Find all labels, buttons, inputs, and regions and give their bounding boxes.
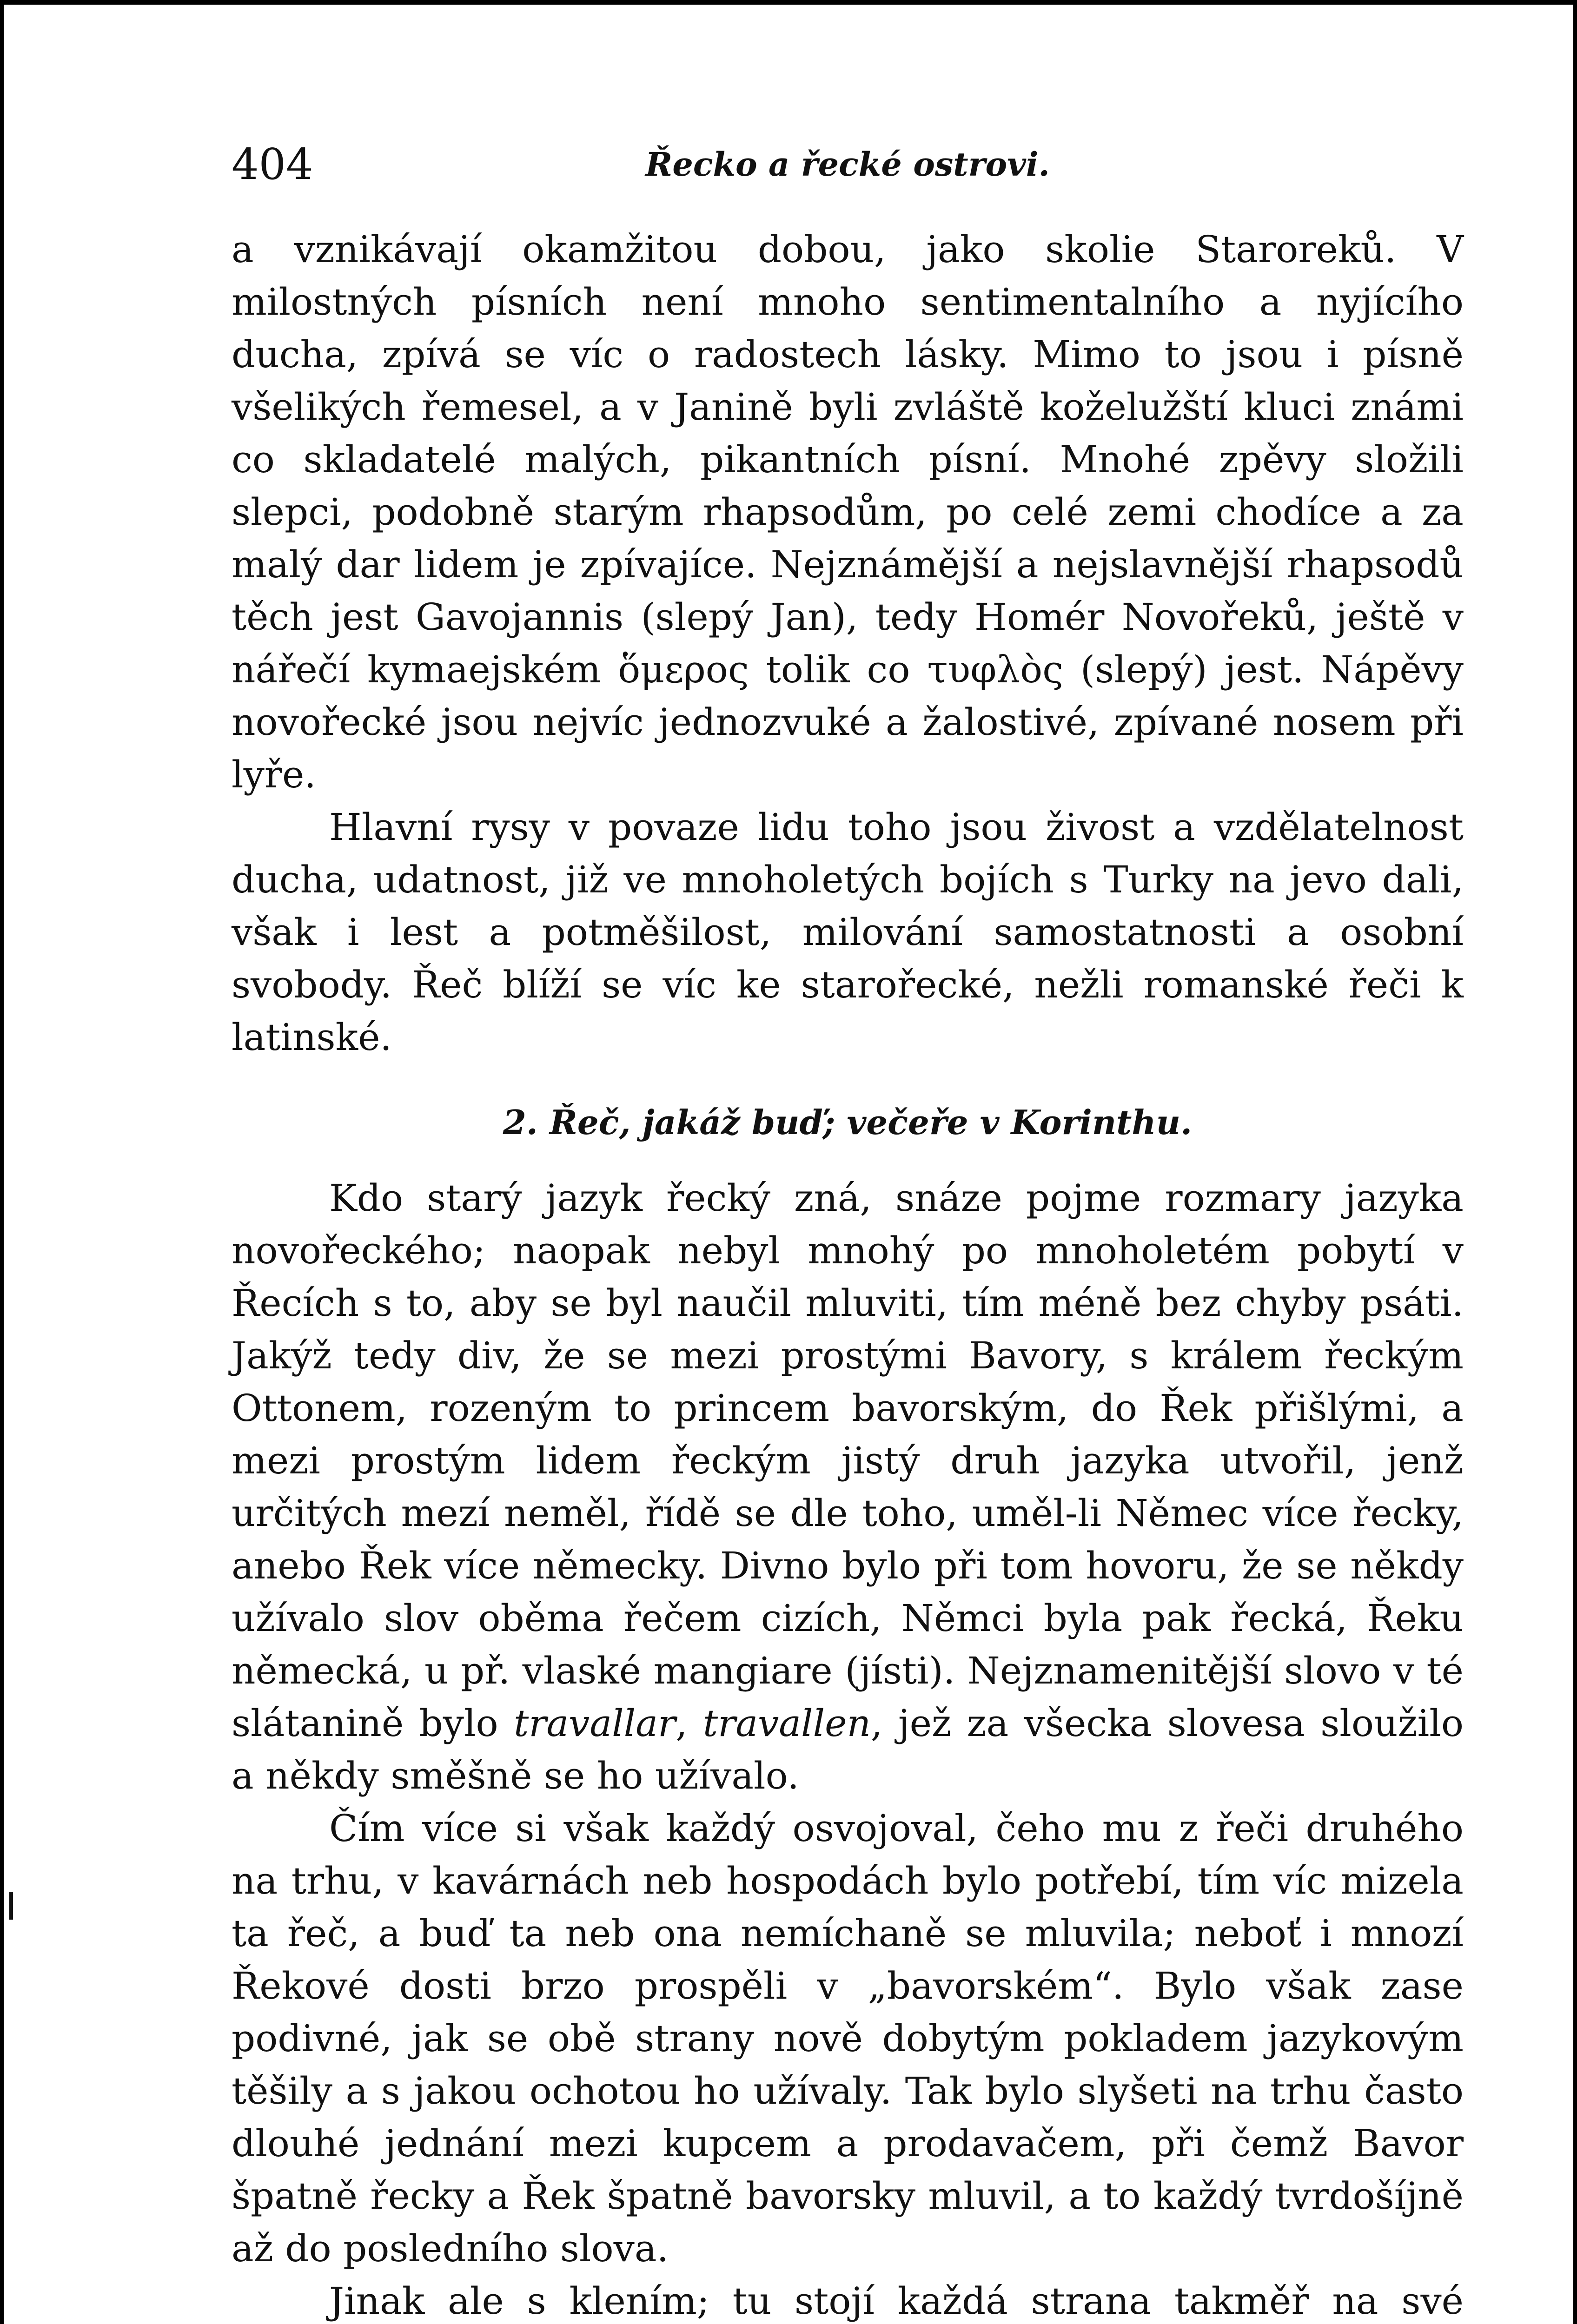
paragraph-language-text: Kdo starý jazyk řecký zná, snáze pojme rozmary jazyka novořeckého; naopak nebyl mnohý po mnoholetém pobytí v Řecích s to, aby se byl naučil mluviti, tím méně bez chyby psáti. Jakýž tedy div, že se mezi prostými Bavory, s králem řeckým Ottonem, rozeným to princem bavorským, do Řek přišlými, a mezi prostým lidem řeckým jistý druh jazyka utvořil, jenž určitých mezí neměl, řídě se dle toho, uměl-li Němec více řecky, anebo Řek více německy. Divno bylo při tom hovoru, že se někdy užívalo slov oběma řečem cizích, Němci byla pak řecká, Řeku německá, u př. vlaské mangiare (jísti). Nejznamenitější slovo v té slátanině bylo xyxy=(232,1176,1464,1745)
paragraph-market: Čím více si však každý osvojoval, čeho mu z řeči druhého na trhu, v kavárnách neb hospodách bylo potřebí, tím víc mizela ta řeč, a buď ta neb ona nemíchaně se mluvila; neboť i mnozí Řekové dosti brzo prospěli v „bavorském“. Bylo však zase podivné, jak se obě strany nově dobytým pokladem jazykovým těšily a s jakou ochotou ho užívaly. Tak bylo slyšeti na trhu často dlouhé jednání mezi kupcem a prodavačem, při čemž Bavor špatně řecky a Řek špatně bavorsky mluvil, a to každý tvrdošíjně až do posledního slova. xyxy=(232,1807,1464,2270)
paragraph-songs: a vznikávají okamžitou dobou, jako skolie Staroreků. V milostných písních není mnoho sentimentalního a nyjícího ducha, zpívá se víc o radostech lásky. Mimo to jsou i písně všelikých řemesel, a v Janině byli zvláště koželužští kluci známi co skladatelé malých, pikantních písní. Mnohé zpěvy složili slepci, podobně starým rhapsodům, po celé zemi chodíce a za malý dar lidem je zpívajíce. Nejznámější a nejslavnější rhapsodů těch jest Gavojannis (slepý Jan), tedy Homér Novořeků, ještě v nářečí kymaejském ὅμερος tolik co τυφλὸς (slepý) jest. Nápěvy novořecké jsou nejvíc jednozvuké a žalostivé, zpívané nosem při lyře. xyxy=(232,228,1464,796)
word-separator: , xyxy=(676,1702,703,1745)
running-title: Řecko a řecké ostrovi. xyxy=(645,145,1050,184)
italic-word-travallar: travallar xyxy=(514,1702,676,1745)
page-number: 404 xyxy=(232,139,313,189)
paragraph-language xyxy=(232,1172,1464,1802)
scan-edge-mark xyxy=(9,1892,13,1920)
paragraph-cursing xyxy=(232,2275,1464,2324)
paragraph-cursing-start: Jinak ale s klením; tu stojí každá strana takměř na své xyxy=(329,2279,1464,2323)
body-text xyxy=(232,223,1464,2324)
paragraph-character: Hlavní rysy v povaze lidu toho jsou živost a vzdělatelnost ducha, udatnost, již ve mnoholetých bojích s Turky na jevo dali, však i lest a potměšilost, milování samostatnosti a osobní svobody. Řeč blíží se víc ke starořecké, nežli romanské řeči k latinské. xyxy=(232,805,1464,1059)
book-page xyxy=(4,5,1573,2324)
italic-word-travallen: travallen xyxy=(703,1702,871,1745)
section-heading: 2. Řeč, jakáž buď; večeře v Korinthu. xyxy=(503,1103,1193,1142)
page-header xyxy=(232,139,1464,205)
paragraph-language-end: , jež za všecka slovesa sloužilo a někdy směšně se ho užívalo. xyxy=(232,1702,1464,1797)
